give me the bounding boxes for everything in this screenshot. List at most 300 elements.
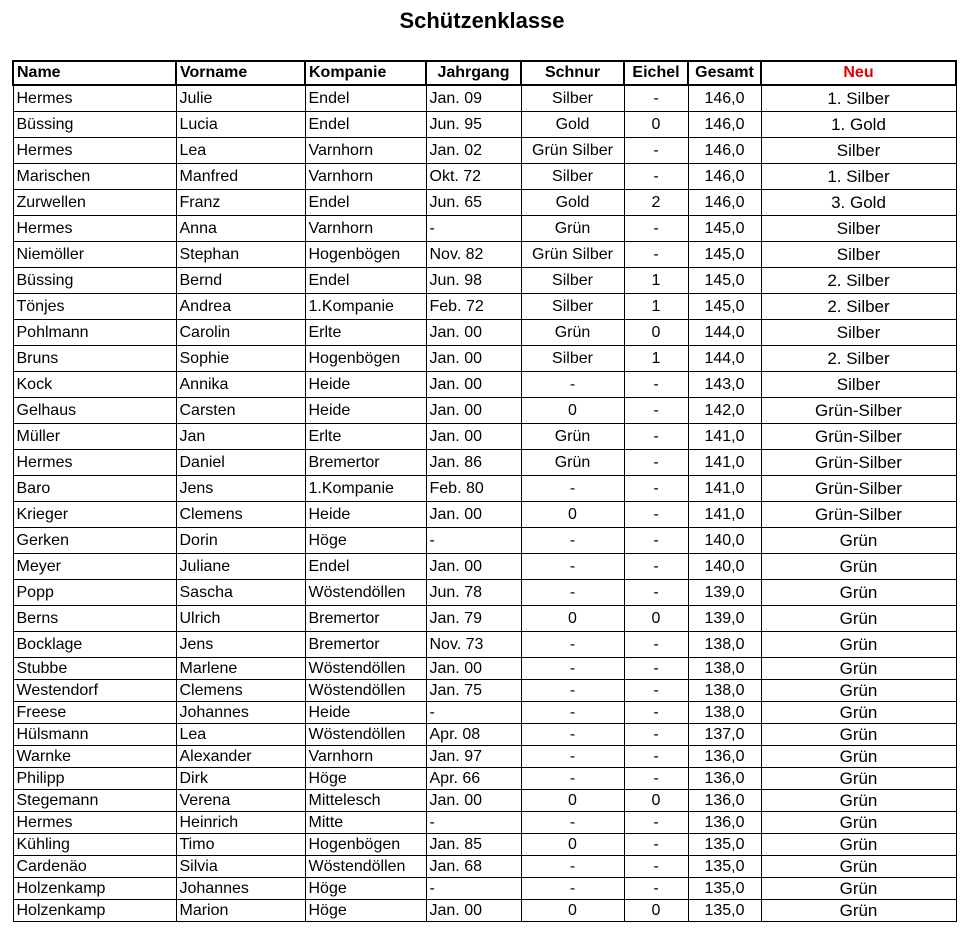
cell-gesamt: 145,0 xyxy=(688,242,761,268)
cell-eichel: - xyxy=(624,242,688,268)
cell-vorname: Annika xyxy=(176,372,305,398)
table-row xyxy=(13,790,956,812)
cell-neu: Grün-Silber xyxy=(761,476,956,502)
cell-vorname: Sophie xyxy=(176,346,305,372)
cell-neu: Grün-Silber xyxy=(761,450,956,476)
table-row xyxy=(13,812,956,834)
cell-name: Westendorf xyxy=(13,680,176,702)
cell-gesamt: 138,0 xyxy=(688,658,761,680)
cell-gesamt: 135,0 xyxy=(688,856,761,878)
cell-schnur: Silber xyxy=(521,346,624,372)
cell-name: Baro xyxy=(13,476,176,502)
cell-eichel: - xyxy=(624,476,688,502)
table-row xyxy=(13,216,956,242)
cell-schnur: 0 xyxy=(521,502,624,528)
cell-vorname: Timo xyxy=(176,834,305,856)
cell-kompanie: Varnhorn xyxy=(305,216,426,242)
cell-gesamt: 144,0 xyxy=(688,320,761,346)
cell-eichel: 2 xyxy=(624,190,688,216)
cell-neu: Grün xyxy=(761,900,956,922)
cell-neu: Grün-Silber xyxy=(761,424,956,450)
cell-eichel: - xyxy=(624,502,688,528)
cell-jahrgang: Nov. 82 xyxy=(426,242,521,268)
cell-gesamt: 140,0 xyxy=(688,528,761,554)
cell-neu: Grün xyxy=(761,528,956,554)
table-row xyxy=(13,658,956,680)
cell-schnur: - xyxy=(521,680,624,702)
cell-gesamt: 141,0 xyxy=(688,502,761,528)
cell-jahrgang: Jan. 68 xyxy=(426,856,521,878)
cell-name: Büssing xyxy=(13,268,176,294)
cell-kompanie: Endel xyxy=(305,190,426,216)
cell-gesamt: 146,0 xyxy=(688,85,761,112)
cell-name: Hermes xyxy=(13,450,176,476)
cell-schnur: - xyxy=(521,528,624,554)
cell-kompanie: Wöstendöllen xyxy=(305,724,426,746)
cell-jahrgang: Jan. 00 xyxy=(426,790,521,812)
cell-neu: Silber xyxy=(761,242,956,268)
cell-eichel: - xyxy=(624,528,688,554)
cell-gesamt: 146,0 xyxy=(688,190,761,216)
cell-jahrgang: Okt. 72 xyxy=(426,164,521,190)
cell-vorname: Lea xyxy=(176,724,305,746)
cell-neu: Grün-Silber xyxy=(761,398,956,424)
cell-vorname: Julie xyxy=(176,85,305,112)
cell-gesamt: 137,0 xyxy=(688,724,761,746)
cell-jahrgang: - xyxy=(426,878,521,900)
cell-schnur: 0 xyxy=(521,606,624,632)
cell-neu: 1. Silber xyxy=(761,164,956,190)
cell-kompanie: Hogenbögen xyxy=(305,346,426,372)
table-row xyxy=(13,164,956,190)
cell-name: Warnke xyxy=(13,746,176,768)
cell-name: Hermes xyxy=(13,216,176,242)
table-row xyxy=(13,746,956,768)
cell-vorname: Lucia xyxy=(176,112,305,138)
cell-eichel: 0 xyxy=(624,112,688,138)
cell-schnur: - xyxy=(521,372,624,398)
cell-name: Pohlmann xyxy=(13,320,176,346)
cell-eichel: - xyxy=(624,398,688,424)
cell-vorname: Dirk xyxy=(176,768,305,790)
cell-eichel: - xyxy=(624,424,688,450)
cell-eichel: - xyxy=(624,632,688,658)
table-row xyxy=(13,606,956,632)
cell-eichel: - xyxy=(624,450,688,476)
cell-schnur: - xyxy=(521,724,624,746)
cell-kompanie: Bremertor xyxy=(305,450,426,476)
cell-kompanie: Wöstendöllen xyxy=(305,680,426,702)
cell-gesamt: 138,0 xyxy=(688,632,761,658)
cell-kompanie: Wöstendöllen xyxy=(305,658,426,680)
cell-vorname: Franz xyxy=(176,190,305,216)
table-row xyxy=(13,112,956,138)
cell-vorname: Silvia xyxy=(176,856,305,878)
cell-kompanie: Höge xyxy=(305,878,426,900)
cell-name: Hermes xyxy=(13,812,176,834)
cell-neu: Grün xyxy=(761,856,956,878)
cell-gesamt: 145,0 xyxy=(688,268,761,294)
cell-schnur: Grün Silber xyxy=(521,138,624,164)
cell-schnur: Gold xyxy=(521,112,624,138)
cell-neu: 2. Silber xyxy=(761,294,956,320)
cell-jahrgang: Jan. 09 xyxy=(426,85,521,112)
cell-gesamt: 145,0 xyxy=(688,294,761,320)
page-title: Schützenklasse xyxy=(399,8,565,33)
cell-gesamt: 136,0 xyxy=(688,768,761,790)
cell-neu: Silber xyxy=(761,320,956,346)
cell-neu: Grün xyxy=(761,768,956,790)
cell-name: Stubbe xyxy=(13,658,176,680)
cell-name: Stegemann xyxy=(13,790,176,812)
cell-jahrgang: Jan. 00 xyxy=(426,554,521,580)
cell-kompanie: Varnhorn xyxy=(305,746,426,768)
header-neu: Neu xyxy=(761,61,956,85)
cell-vorname: Sascha xyxy=(176,580,305,606)
cell-gesamt: 139,0 xyxy=(688,580,761,606)
table-row xyxy=(13,346,956,372)
cell-jahrgang: Feb. 80 xyxy=(426,476,521,502)
cell-kompanie: Endel xyxy=(305,554,426,580)
cell-neu: Silber xyxy=(761,372,956,398)
cell-name: Berns xyxy=(13,606,176,632)
header-name: Name xyxy=(13,61,176,85)
cell-jahrgang: - xyxy=(426,216,521,242)
cell-vorname: Juliane xyxy=(176,554,305,580)
cell-vorname: Manfred xyxy=(176,164,305,190)
cell-neu: Grün xyxy=(761,632,956,658)
cell-vorname: Daniel xyxy=(176,450,305,476)
table-row xyxy=(13,138,956,164)
cell-jahrgang: - xyxy=(426,702,521,724)
cell-gesamt: 141,0 xyxy=(688,424,761,450)
cell-neu: Grün xyxy=(761,878,956,900)
cell-schnur: Grün Silber xyxy=(521,242,624,268)
header-row xyxy=(13,61,956,85)
cell-schnur: - xyxy=(521,878,624,900)
cell-vorname: Marion xyxy=(176,900,305,922)
cell-kompanie: Bremertor xyxy=(305,606,426,632)
cell-gesamt: 141,0 xyxy=(688,476,761,502)
cell-name: Büssing xyxy=(13,112,176,138)
cell-kompanie: Bremertor xyxy=(305,632,426,658)
cell-vorname: Andrea xyxy=(176,294,305,320)
cell-name: Hülsmann xyxy=(13,724,176,746)
cell-vorname: Heinrich xyxy=(176,812,305,834)
cell-vorname: Bernd xyxy=(176,268,305,294)
cell-eichel: - xyxy=(624,702,688,724)
cell-name: Hermes xyxy=(13,85,176,112)
cell-jahrgang: Jun. 78 xyxy=(426,580,521,606)
cell-jahrgang: - xyxy=(426,528,521,554)
cell-name: Gelhaus xyxy=(13,398,176,424)
table-row xyxy=(13,320,956,346)
cell-vorname: Johannes xyxy=(176,702,305,724)
cell-schnur: 0 xyxy=(521,398,624,424)
cell-schnur: - xyxy=(521,554,624,580)
cell-jahrgang: Jun. 95 xyxy=(426,112,521,138)
cell-vorname: Carolin xyxy=(176,320,305,346)
cell-schnur: - xyxy=(521,856,624,878)
cell-vorname: Clemens xyxy=(176,680,305,702)
table-row xyxy=(13,856,956,878)
cell-neu: Grün xyxy=(761,724,956,746)
table-row xyxy=(13,632,956,658)
cell-schnur: - xyxy=(521,658,624,680)
cell-eichel: - xyxy=(624,878,688,900)
cell-schnur: Grün xyxy=(521,450,624,476)
cell-schnur: Grün xyxy=(521,216,624,242)
cell-kompanie: Heide xyxy=(305,502,426,528)
table-row xyxy=(13,372,956,398)
table-row xyxy=(13,242,956,268)
table-row xyxy=(13,702,956,724)
cell-kompanie: Heide xyxy=(305,702,426,724)
header-kompanie: Kompanie xyxy=(305,61,426,85)
cell-kompanie: Varnhorn xyxy=(305,138,426,164)
cell-neu: Grün xyxy=(761,746,956,768)
cell-schnur: 0 xyxy=(521,790,624,812)
cell-eichel: - xyxy=(624,746,688,768)
cell-gesamt: 145,0 xyxy=(688,216,761,242)
cell-eichel: - xyxy=(624,554,688,580)
table-row xyxy=(13,528,956,554)
table-row xyxy=(13,680,956,702)
cell-eichel: - xyxy=(624,680,688,702)
cell-name: Gerken xyxy=(13,528,176,554)
cell-schnur: Gold xyxy=(521,190,624,216)
cell-vorname: Carsten xyxy=(176,398,305,424)
cell-eichel: - xyxy=(624,580,688,606)
cell-gesamt: 144,0 xyxy=(688,346,761,372)
cell-eichel: - xyxy=(624,658,688,680)
cell-kompanie: Endel xyxy=(305,85,426,112)
cell-gesamt: 138,0 xyxy=(688,702,761,724)
cell-eichel: - xyxy=(624,834,688,856)
cell-schnur: - xyxy=(521,812,624,834)
table-row xyxy=(13,900,956,922)
cell-kompanie: Endel xyxy=(305,112,426,138)
header-vorname: Vorname xyxy=(176,61,305,85)
cell-gesamt: 146,0 xyxy=(688,112,761,138)
cell-schnur: Grün xyxy=(521,320,624,346)
cell-jahrgang: Jan. 00 xyxy=(426,900,521,922)
cell-jahrgang: Jan. 00 xyxy=(426,398,521,424)
cell-kompanie: Erlte xyxy=(305,320,426,346)
table-row xyxy=(13,398,956,424)
cell-gesamt: 136,0 xyxy=(688,790,761,812)
cell-schnur: Silber xyxy=(521,294,624,320)
cell-gesamt: 136,0 xyxy=(688,746,761,768)
cell-eichel: 0 xyxy=(624,900,688,922)
header-gesamt: Gesamt xyxy=(688,61,761,85)
cell-name: Holzenkamp xyxy=(13,900,176,922)
cell-schnur: 0 xyxy=(521,834,624,856)
table-row xyxy=(13,294,956,320)
cell-gesamt: 136,0 xyxy=(688,812,761,834)
cell-eichel: 0 xyxy=(624,320,688,346)
cell-jahrgang: Jun. 65 xyxy=(426,190,521,216)
cell-gesamt: 146,0 xyxy=(688,164,761,190)
cell-eichel: 1 xyxy=(624,268,688,294)
cell-kompanie: Höge xyxy=(305,768,426,790)
cell-eichel: 1 xyxy=(624,294,688,320)
cell-name: Niemöller xyxy=(13,242,176,268)
cell-neu: 1. Silber xyxy=(761,85,956,112)
cell-jahrgang: Jan. 86 xyxy=(426,450,521,476)
table-row xyxy=(13,424,956,450)
cell-name: Kock xyxy=(13,372,176,398)
cell-jahrgang: Apr. 08 xyxy=(426,724,521,746)
table-row xyxy=(13,476,956,502)
cell-vorname: Jens xyxy=(176,632,305,658)
cell-schnur: - xyxy=(521,580,624,606)
cell-name: Freese xyxy=(13,702,176,724)
cell-name: Kühling xyxy=(13,834,176,856)
cell-neu: Grün xyxy=(761,580,956,606)
cell-kompanie: Varnhorn xyxy=(305,164,426,190)
cell-jahrgang: Jan. 00 xyxy=(426,502,521,528)
cell-eichel: 0 xyxy=(624,790,688,812)
cell-jahrgang: Jan. 00 xyxy=(426,372,521,398)
table-body xyxy=(13,85,956,922)
cell-jahrgang: Jan. 85 xyxy=(426,834,521,856)
cell-neu: Grün xyxy=(761,680,956,702)
cell-eichel: - xyxy=(624,216,688,242)
cell-kompanie: Heide xyxy=(305,398,426,424)
cell-neu: Grün xyxy=(761,834,956,856)
cell-vorname: Dorin xyxy=(176,528,305,554)
cell-vorname: Stephan xyxy=(176,242,305,268)
cell-eichel: - xyxy=(624,372,688,398)
cell-schnur: Silber xyxy=(521,268,624,294)
cell-jahrgang: - xyxy=(426,812,521,834)
cell-vorname: Verena xyxy=(176,790,305,812)
cell-neu: 2. Silber xyxy=(761,346,956,372)
cell-schnur: - xyxy=(521,768,624,790)
table-row xyxy=(13,580,956,606)
cell-vorname: Johannes xyxy=(176,878,305,900)
cell-schnur: - xyxy=(521,702,624,724)
cell-jahrgang: Jan. 79 xyxy=(426,606,521,632)
cell-neu: Grün xyxy=(761,812,956,834)
cell-schnur: Grün xyxy=(521,424,624,450)
cell-neu: 1. Gold xyxy=(761,112,956,138)
cell-gesamt: 146,0 xyxy=(688,138,761,164)
header-jahrgang: Jahrgang xyxy=(426,61,521,85)
table-row xyxy=(13,190,956,216)
cell-schnur: - xyxy=(521,632,624,658)
table-row xyxy=(13,878,956,900)
cell-neu: Grün xyxy=(761,606,956,632)
cell-gesamt: 140,0 xyxy=(688,554,761,580)
cell-gesamt: 142,0 xyxy=(688,398,761,424)
cell-jahrgang: Jun. 98 xyxy=(426,268,521,294)
cell-jahrgang: Jan. 00 xyxy=(426,658,521,680)
cell-vorname: Marlene xyxy=(176,658,305,680)
cell-gesamt: 138,0 xyxy=(688,680,761,702)
cell-name: Popp xyxy=(13,580,176,606)
cell-jahrgang: Nov. 73 xyxy=(426,632,521,658)
table-row xyxy=(13,768,956,790)
cell-name: Holzenkamp xyxy=(13,878,176,900)
cell-schnur: - xyxy=(521,476,624,502)
cell-name: Tönjes xyxy=(13,294,176,320)
cell-jahrgang: Jan. 75 xyxy=(426,680,521,702)
cell-jahrgang: Jan. 00 xyxy=(426,320,521,346)
cell-schnur: 0 xyxy=(521,900,624,922)
cell-neu: 3. Gold xyxy=(761,190,956,216)
cell-eichel: - xyxy=(624,85,688,112)
cell-name: Philipp xyxy=(13,768,176,790)
table-row xyxy=(13,502,956,528)
cell-eichel: - xyxy=(624,856,688,878)
cell-name: Bruns xyxy=(13,346,176,372)
cell-name: Krieger xyxy=(13,502,176,528)
table-row xyxy=(13,724,956,746)
cell-kompanie: Mittelesch xyxy=(305,790,426,812)
cell-eichel: - xyxy=(624,164,688,190)
table-row xyxy=(13,834,956,856)
cell-eichel: - xyxy=(624,724,688,746)
cell-kompanie: Höge xyxy=(305,900,426,922)
cell-jahrgang: Jan. 00 xyxy=(426,424,521,450)
cell-kompanie: Mitte xyxy=(305,812,426,834)
cell-neu: 2. Silber xyxy=(761,268,956,294)
cell-jahrgang: Jan. 02 xyxy=(426,138,521,164)
cell-eichel: - xyxy=(624,812,688,834)
cell-jahrgang: Apr. 66 xyxy=(426,768,521,790)
cell-kompanie: Erlte xyxy=(305,424,426,450)
cell-gesamt: 135,0 xyxy=(688,878,761,900)
cell-name: Marischen xyxy=(13,164,176,190)
cell-schnur: Silber xyxy=(521,85,624,112)
cell-neu: Silber xyxy=(761,138,956,164)
results-table xyxy=(12,60,957,922)
cell-kompanie: Hogenbögen xyxy=(305,242,426,268)
table-row xyxy=(13,268,956,294)
header-eichel: Eichel xyxy=(624,61,688,85)
cell-kompanie: Heide xyxy=(305,372,426,398)
cell-kompanie: Höge xyxy=(305,528,426,554)
cell-kompanie: Wöstendöllen xyxy=(305,856,426,878)
cell-neu: Grün xyxy=(761,790,956,812)
cell-name: Meyer xyxy=(13,554,176,580)
cell-neu: Grün xyxy=(761,554,956,580)
cell-kompanie: Endel xyxy=(305,268,426,294)
cell-eichel: 0 xyxy=(624,606,688,632)
cell-vorname: Jan xyxy=(176,424,305,450)
cell-eichel: - xyxy=(624,768,688,790)
cell-schnur: - xyxy=(521,746,624,768)
cell-name: Zurwellen xyxy=(13,190,176,216)
cell-gesamt: 139,0 xyxy=(688,606,761,632)
table-row xyxy=(13,450,956,476)
cell-schnur: Silber xyxy=(521,164,624,190)
cell-vorname: Jens xyxy=(176,476,305,502)
cell-neu: Grün xyxy=(761,702,956,724)
cell-vorname: Clemens xyxy=(176,502,305,528)
cell-neu: Grün xyxy=(761,658,956,680)
cell-name: Cardenäo xyxy=(13,856,176,878)
cell-eichel: 1 xyxy=(624,346,688,372)
cell-kompanie: 1.Kompanie xyxy=(305,476,426,502)
cell-name: Hermes xyxy=(13,138,176,164)
cell-gesamt: 143,0 xyxy=(688,372,761,398)
cell-vorname: Alexander xyxy=(176,746,305,768)
cell-neu: Grün-Silber xyxy=(761,502,956,528)
cell-vorname: Ulrich xyxy=(176,606,305,632)
